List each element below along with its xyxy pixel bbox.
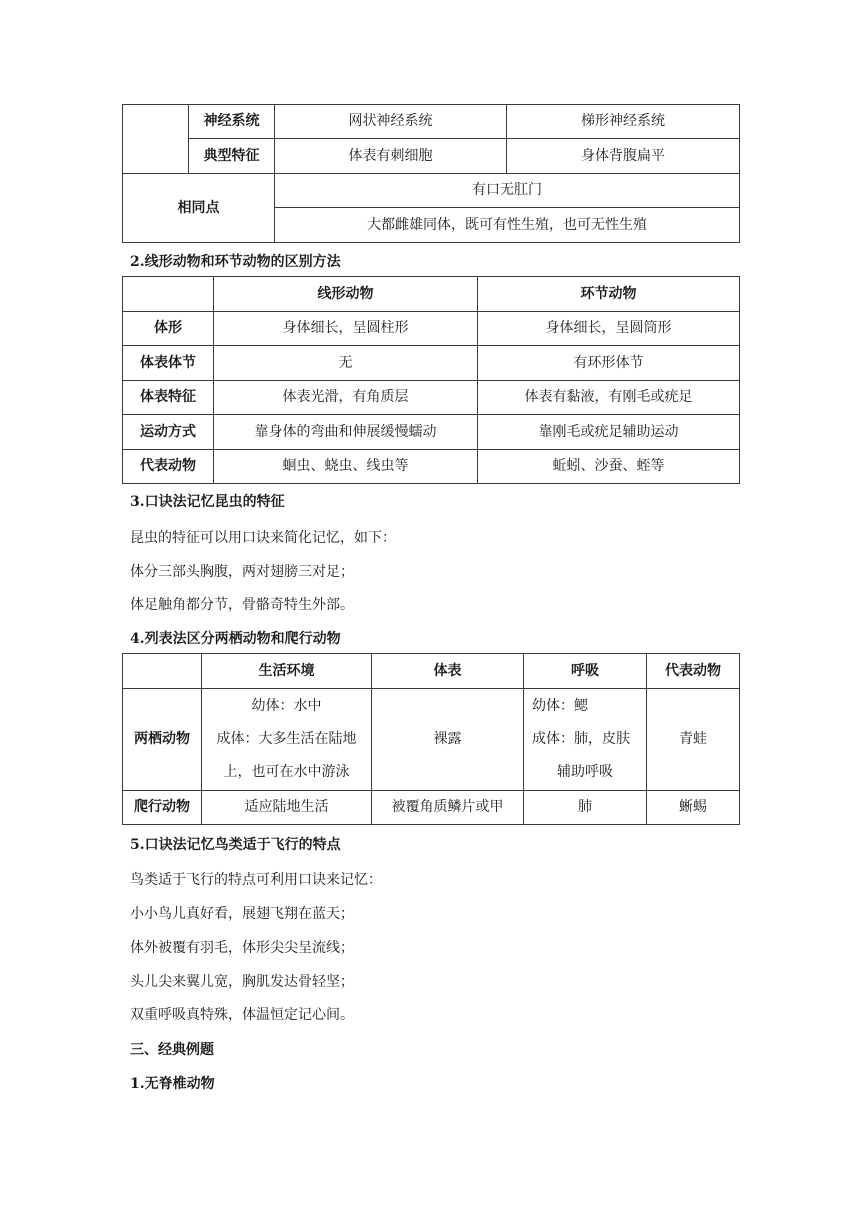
table-cell: 蚯蚓、沙蚕、蛭等 <box>478 450 740 484</box>
column-header: 线形动物 <box>214 277 478 312</box>
section-heading: 4.列表法区分两栖动物和爬行动物 <box>130 631 341 647</box>
common-cell: 有口无肛门 <box>275 174 740 208</box>
table-cell: 蛔虫、蛲虫、线虫等 <box>214 450 478 484</box>
section-heading: 5.口诀法记忆鸟类适于飞行的特点 <box>130 837 341 853</box>
cell-line: 上，也可在水中游泳 <box>223 764 350 780</box>
table-cell: 身体细长，呈圆柱形 <box>214 312 478 346</box>
column-header: 体表 <box>372 654 524 689</box>
table-cell: 适应陆地生活 <box>202 791 372 825</box>
cell-line: 成体：大多生活在陆地 <box>216 731 357 747</box>
table-cell: 体表有黏液，有刚毛或疣足 <box>478 381 740 415</box>
paragraph: 小小鸟儿真好看，展翅飞翔在蓝天； <box>130 906 354 922</box>
table-cell: 青蛙 <box>647 689 740 791</box>
empty-cell <box>123 654 202 689</box>
cell-line: 幼体：鳃 <box>532 698 588 714</box>
paragraph: 鸟类适于飞行的特点可利用口诀来记忆： <box>130 872 382 888</box>
table-cell: 梯形神经系统 <box>507 105 740 139</box>
cell-line: 幼体：水中 <box>251 698 322 714</box>
section-heading: 1.无脊椎动物 <box>130 1076 215 1092</box>
paragraph: 双重呼吸真特殊，体温恒定记心间。 <box>130 1007 354 1023</box>
column-header: 生活环境 <box>202 654 372 689</box>
empty-cell <box>123 277 214 312</box>
row-label: 两栖动物 <box>123 689 202 791</box>
row-label: 体表特征 <box>123 381 214 415</box>
cell-line: 成体：肺，皮肤 <box>532 731 630 747</box>
table-cell: 靠刚毛或疣足辅助运动 <box>478 415 740 450</box>
table-cell: 肺 <box>524 791 647 825</box>
table-cell: 被覆角质鳞片或甲 <box>372 791 524 825</box>
paragraph: 体外被覆有羽毛，体形尖尖呈流线； <box>130 940 354 956</box>
row-label: 爬行动物 <box>123 791 202 825</box>
common-cell: 大都雌雄同体，既可有性生殖，也可无性生殖 <box>275 208 740 243</box>
table-cell: 裸露 <box>372 689 524 791</box>
table-cell: 身体背腹扁平 <box>507 139 740 174</box>
empty-cell <box>123 105 189 174</box>
row-label: 体形 <box>123 312 214 346</box>
common-label: 相同点 <box>123 174 275 243</box>
column-header: 环节动物 <box>478 277 740 312</box>
paragraph: 体分三部头胸腹，两对翅膀三对足； <box>130 564 354 580</box>
amphibian-reptile-table <box>122 653 740 825</box>
row-label: 代表动物 <box>123 450 214 484</box>
table-cell: 身体细长，呈圆筒形 <box>478 312 740 346</box>
table-cell: 无 <box>214 346 478 381</box>
table-cell <box>202 689 372 791</box>
paragraph: 昆虫的特征可以用口诀来简化记忆，如下： <box>130 530 396 546</box>
paragraph: 头儿尖来翼儿宽，胸肌发达骨轻坚； <box>130 974 354 990</box>
section-heading: 2.线形动物和环节动物的区别方法 <box>130 254 341 270</box>
row-label: 体表体节 <box>123 346 214 381</box>
table-cell: 体表光滑，有角质层 <box>214 381 478 415</box>
row-label: 运动方式 <box>123 415 214 450</box>
table-cell: 蜥蜴 <box>647 791 740 825</box>
row-label: 神经系统 <box>189 105 275 139</box>
section-heading: 3.口诀法记忆昆虫的特征 <box>130 494 285 510</box>
table-cell: 体表有刺细胞 <box>275 139 507 174</box>
table-cell <box>524 689 647 791</box>
column-header: 呼吸 <box>524 654 647 689</box>
table-cell: 靠身体的弯曲和伸展缓慢蠕动 <box>214 415 478 450</box>
comparison-table-continued <box>122 104 740 243</box>
table-cell: 网状神经系统 <box>275 105 507 139</box>
chapter-heading: 三、经典例题 <box>130 1042 214 1058</box>
paragraph: 体足触角都分节，骨骼奇特生外部。 <box>130 597 354 613</box>
row-label: 典型特征 <box>189 139 275 174</box>
table-cell: 有环形体节 <box>478 346 740 381</box>
column-header: 代表动物 <box>647 654 740 689</box>
nematode-annelid-table <box>122 276 740 484</box>
cell-line: 辅助呼吸 <box>557 764 613 780</box>
